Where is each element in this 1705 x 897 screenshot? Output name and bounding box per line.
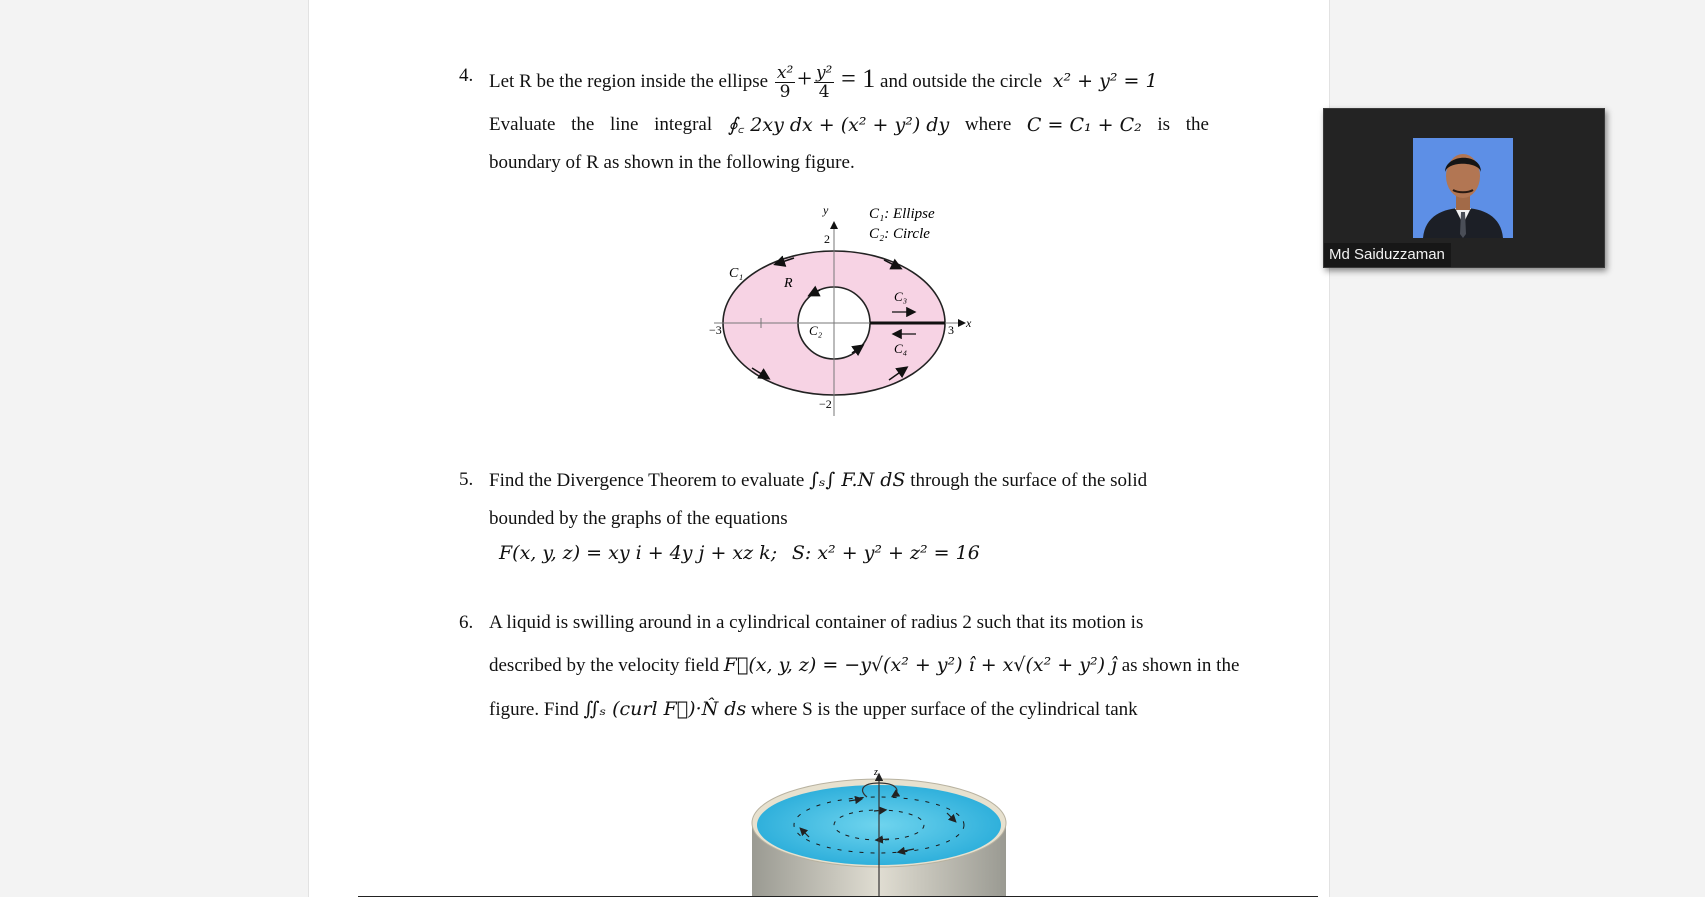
fraction-y: $\frac{\text{y²}}{4}$	[815, 63, 833, 102]
velocity-field: F⃗(x, y, z) = −y√(x² + y²) î + x√(x² + y²) ĵ	[723, 654, 1117, 676]
tick-label-2: 2	[824, 232, 830, 246]
vector-field: F(x, y, z) = xy i + 4y j + xz k;	[499, 542, 778, 564]
word: integral	[654, 114, 713, 135]
q6-text: where S is the upper surface of the cylindrical tank	[750, 699, 1138, 720]
tick-label-neg2: −2	[819, 397, 832, 411]
q4-text: and outside the circle	[880, 70, 1043, 92]
q6-text: as shown in the	[1121, 655, 1240, 676]
label-y: y	[823, 203, 829, 217]
plus-sign: +	[797, 63, 812, 93]
word: is	[1157, 114, 1171, 135]
q4-text: Let R be the region inside the ellipse	[489, 70, 769, 92]
label-c3: C₃	[894, 289, 908, 304]
q6-text: figure. Find	[489, 699, 579, 720]
q6-line-2	[489, 653, 1239, 678]
question-6	[459, 611, 1144, 635]
q5-line-3	[499, 541, 980, 566]
label-c2: C₂	[809, 323, 823, 338]
word: line	[609, 114, 639, 135]
participant-video-tile[interactable]	[1323, 108, 1605, 268]
participant-name-label: Md Saiduzzaman	[1324, 243, 1451, 267]
question-5	[459, 468, 1148, 493]
question-4	[459, 63, 1158, 102]
q4-line-3: boundary of R as shown in the following figure.	[489, 152, 855, 173]
label-z: z	[874, 767, 878, 778]
q5-text: through the surface of the solid	[910, 470, 1148, 491]
q5-line-2: bounded by the graphs of the equations	[489, 508, 788, 529]
person-icon	[1413, 138, 1513, 238]
tick-label-neg3: −3	[709, 323, 722, 337]
label-x: x	[966, 316, 972, 330]
tick-label-3: 3	[948, 323, 954, 337]
surface-equation: S: x² + y² + z² = 16	[791, 542, 980, 564]
fraction-x: $\frac{\text{x²}}{9}$	[776, 63, 794, 102]
label-r: R	[784, 276, 793, 291]
question-number: 4.	[459, 65, 474, 86]
word: Evaluate	[489, 114, 556, 135]
cylinder-figure	[739, 763, 979, 897]
q6-text: A liquid is swilling around in a cylindrical container of radius 2 such that its motion is	[489, 612, 1144, 633]
question-number: 6.	[459, 612, 474, 633]
ellipse-circle-figure	[709, 198, 1024, 423]
line-integral: ∮꜀ 2xy dx + (x² + y²) dy	[727, 114, 950, 136]
participant-avatar	[1413, 138, 1513, 238]
word: the	[1185, 114, 1209, 135]
equals-one: = 1	[841, 63, 876, 93]
legend-c1: C₁: Ellipse	[869, 206, 935, 222]
q5-text: Find the Divergence Theorem to evaluate	[489, 470, 805, 491]
surface-integral: ∫ₛ∫ F.N dS	[809, 469, 906, 491]
word: where	[964, 114, 1012, 135]
label-c4: C₄	[894, 341, 908, 356]
q4-line-2	[489, 113, 1209, 137]
q6-line-3	[489, 697, 1138, 722]
legend-c2: C₂: Circle	[869, 226, 930, 242]
word: the	[571, 114, 595, 135]
curl-integral: ∬ₛ (curl F⃗)·N̂ ds	[583, 698, 747, 720]
label-c1: C₁	[729, 266, 744, 281]
circle-equation: x² + y² = 1	[1052, 69, 1158, 92]
document-page	[308, 0, 1330, 897]
contour-equation: C = C₁ + C₂	[1026, 114, 1142, 136]
q6-text: described by the velocity field	[489, 655, 720, 676]
question-number: 5.	[459, 469, 474, 490]
